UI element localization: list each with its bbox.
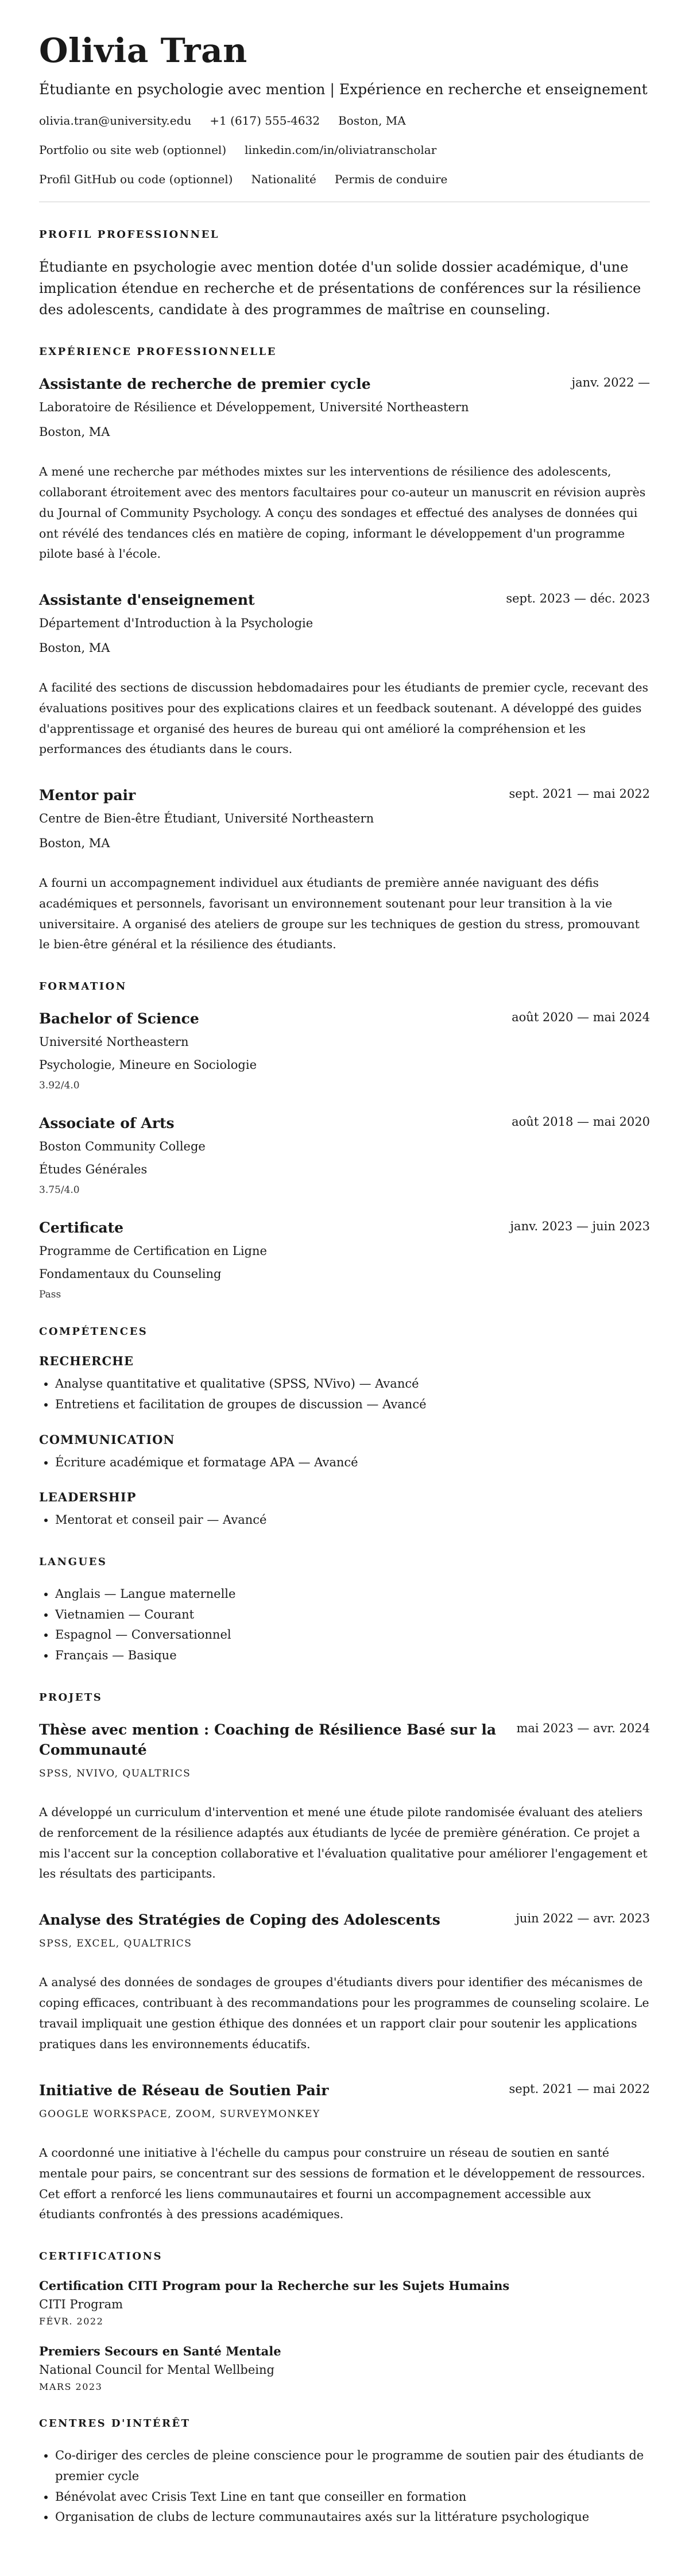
experience-role: Assistante d'enseignement	[39, 592, 255, 609]
certification-entry	[39, 2278, 650, 2327]
certification-date: MARS 2023	[39, 2381, 103, 2393]
education-date: août 2018 — mai 2020	[512, 1115, 650, 1129]
languages-section	[39, 1556, 650, 1666]
project-description: A développé un curriculum d'intervention et mené une étude pilote randomisée évaluant des ateliers de renforcement de la résilience adaptés aux étudiants de lycée de première génération. Ce projet a mis l'accent sur la conception collaborative et l'évaluation qualitative pour améliorer l'engagement et les résultats des participants.	[39, 1805, 648, 1881]
experience-description: A fourni un accompagnement individuel aux étudiants de première année naviguant des défis académiques et personnels, favorisant un environnement soutenant pour leur transition à la vie universitaire. A organisé des ateliers de groupe sur les techniques de gestion du stress, promouvant le bien-être général et la résilience des étudiants.	[39, 875, 640, 952]
contact-row-primary	[39, 114, 650, 128]
skill-item: • Mentorat et conseil pair — Avancé	[55, 1510, 650, 1531]
skill-group	[39, 1354, 650, 1415]
project-name: Initiative de Réseau de Soutien Pair	[39, 2081, 329, 2099]
skill-group-title: COMMUNICATION	[39, 1432, 175, 1447]
project-date: sept. 2021 — mai 2022	[509, 2081, 650, 2096]
certification-issuer: National Council for Mental Wellbeing	[39, 2363, 274, 2377]
certification-name: Premiers Secours en Santé Mentale	[39, 2344, 281, 2359]
certification-name: Certification CITI Program pour la Recherche sur les Sujets Humains	[39, 2278, 510, 2293]
education-date: janv. 2023 — juin 2023	[510, 1219, 650, 1234]
skill-item: • Entretiens et facilitation de groupes de discussion — Avancé	[55, 1395, 650, 1415]
education-grade: 3.92/4.0	[39, 1080, 80, 1092]
experience-description: A mené une recherche par méthodes mixtes sur les interventions de résilience des adolescents, collaborant étroitement avec des mentors facultaires pour co-auteur un manuscrit en révision auprès du Journal of Community Psychology. A conçu des sondages et effectué des analyses de données qui ont révélé des tendances clés en matière de coping, informant le développement d'un programme pilote basé à l'école.	[39, 464, 646, 561]
section-title: FORMATION	[39, 980, 127, 993]
skill-group	[39, 1490, 650, 1531]
section-title: CENTRES D'INTÉRÊT	[39, 2417, 191, 2430]
skill-item: • Analyse quantitative et qualitative (SPSS, NVivo) — Avancé	[55, 1374, 650, 1395]
resume-header	[39, 33, 650, 202]
experience-role: Assistante de recherche de premier cycle	[39, 376, 371, 393]
education-degree: Associate of Arts	[39, 1115, 175, 1132]
education-field: Psychologie, Mineure en Sociologie	[39, 1057, 257, 1072]
project-tech: SPSS, NVIVO, QUALTRICS	[39, 1767, 191, 1779]
experience-entry	[39, 374, 650, 565]
certification-issuer: CITI Program	[39, 2297, 123, 2312]
section-title: EXPÉRIENCE PROFESSIONNELLE	[39, 346, 277, 358]
education-school: Programme de Certification en Ligne	[39, 1244, 267, 1258]
experience-org: Laboratoire de Résilience et Développement, Université Northeastern	[39, 400, 469, 415]
profile-summary: Étudiante en psychologie avec mention dotée d'un solide dossier académique, d'une implication étendue en recherche et de présentations de conférences sur la résilience des adolescents, candidate à des programmes de maîtrise en counseling.	[39, 258, 641, 318]
skill-group-title: RECHERCHE	[39, 1354, 134, 1369]
experience-location: Boston, MA	[39, 640, 110, 655]
education-grade: Pass	[39, 1289, 61, 1301]
language-item: • Anglais — Langue maternelle	[55, 1584, 650, 1605]
contact-portfolio[interactable]: Portfolio ou site web (optionnel)	[39, 142, 227, 157]
experience-entry	[39, 785, 650, 955]
language-item: • Vietnamien — Courant	[55, 1605, 650, 1625]
section-title: PROFIL PROFESSIONNEL	[39, 228, 219, 241]
interest-item: • Organisation de clubs de lecture communautaires axés sur la littérature psychologique	[55, 2507, 650, 2528]
interests-section	[39, 2417, 650, 2528]
project-tech: GOOGLE WORKSPACE, ZOOM, SURVEYMONKEY	[39, 2108, 320, 2120]
certification-entry	[39, 2344, 650, 2392]
section-title: PROJETS	[39, 1691, 103, 1704]
language-item: • Français — Basique	[55, 1646, 650, 1666]
contact-license: Permis de conduire	[334, 172, 448, 186]
contact-email[interactable]: olivia.tran@university.edu	[39, 113, 192, 128]
project-date: juin 2022 — avr. 2023	[516, 1911, 650, 1926]
project-date: mai 2023 — avr. 2024	[516, 1721, 650, 1735]
certification-date: FÉVR. 2022	[39, 2316, 104, 2327]
education-entry	[39, 1113, 650, 1196]
projects-section	[39, 1691, 650, 2226]
experience-org: Centre de Bien-être Étudiant, Université Northeastern	[39, 812, 374, 826]
project-entry	[39, 1720, 650, 1885]
project-description: A coordonné une initiative à l'échelle du campus pour construire un réseau de soutien en santé mentale pour pairs, se concentrant sur des sessions de formation et le développement de ressources. Cet effort a renforcé les liens communautaires et fourni un accompagnement accessible aux étudiants confrontés à des pressions académiques.	[39, 2145, 645, 2222]
project-name: Analyse des Stratégies de Coping des Adolescents	[39, 1911, 440, 1929]
interest-item: • Co-diriger des cercles de pleine conscience pour le programme de soutien pair des étudiants de premier cycle	[55, 2446, 650, 2486]
education-date: août 2020 — mai 2024	[512, 1010, 650, 1025]
profile-section	[39, 229, 650, 321]
contact-nationality: Nationalité	[251, 172, 316, 186]
education-entry	[39, 1009, 650, 1091]
contact-row-extra	[39, 172, 650, 186]
candidate-name: Olivia Tran	[39, 31, 247, 70]
education-field: Études Générales	[39, 1162, 148, 1176]
experience-description: A facilité des sections de discussion hebdomadaires pour les étudiants de premier cycle, recevant des évaluations positives pour des explications claires et un feedback soutenant. A développé des guides d'apprentissage et organisé des heures de bureau qui ont amélioré la compréhension et les performances des étudiants dans le cours.	[39, 680, 649, 756]
skill-item: • Écriture académique et formatage APA — Avancé	[55, 1453, 650, 1473]
section-title: COMPÉTENCES	[39, 1326, 148, 1338]
education-degree: Certificate	[39, 1219, 124, 1237]
section-title: CERTIFICATIONS	[39, 2250, 162, 2263]
experience-org: Département d'Introduction à la Psychologie	[39, 616, 313, 631]
contact-phone[interactable]: +1 (617) 555-4632	[210, 113, 320, 128]
candidate-headline: Étudiante en psychologie avec mention | Expérience en recherche et enseignement	[39, 80, 648, 98]
experience-entry	[39, 590, 650, 760]
project-entry	[39, 2080, 650, 2226]
education-school: Boston Community College	[39, 1140, 206, 1154]
education-entry	[39, 1218, 650, 1300]
education-grade: 3.75/4.0	[39, 1184, 80, 1196]
skill-group-title: LEADERSHIP	[39, 1490, 137, 1505]
education-section	[39, 980, 650, 1300]
project-description: A analysé des données de sondages de groupes d'étudiants divers pour identifier des mécanismes de coping efficaces, contribuant à des recommandations pour les programmes de counseling scolaire. Le travail impliquait une gestion éthique des données et un rapport clair pour soutenir les applications pratiques dans les environnements éducatifs.	[39, 1975, 649, 2051]
experience-role: Mentor pair	[39, 787, 136, 804]
skill-group	[39, 1432, 650, 1473]
contact-linkedin[interactable]: linkedin.com/in/oliviatranscholar	[245, 142, 437, 157]
education-field: Fondamentaux du Counseling	[39, 1266, 222, 1281]
education-degree: Bachelor of Science	[39, 1010, 199, 1028]
education-school: Université Northeastern	[39, 1035, 189, 1049]
experience-location: Boston, MA	[39, 836, 110, 850]
contact-github[interactable]: Profil GitHub ou code (optionnel)	[39, 172, 233, 186]
experience-date: sept. 2023 — déc. 2023	[506, 592, 650, 606]
experience-section	[39, 346, 650, 955]
project-tech: SPSS, EXCEL, QUALTRICS	[39, 1938, 192, 1950]
section-title: LANGUES	[39, 1556, 107, 1569]
contact-location: Boston, MA	[338, 113, 406, 128]
certifications-section	[39, 2250, 650, 2392]
experience-date: janv. 2022 —	[571, 376, 650, 390]
project-name: Thèse avec mention : Coaching de Résilience Basé sur la Communauté	[39, 1721, 497, 1758]
language-item: • Espagnol — Conversationnel	[55, 1625, 650, 1646]
experience-date: sept. 2021 — mai 2022	[509, 787, 650, 801]
skills-section	[39, 1326, 650, 1531]
interest-item: • Bénévolat avec Crisis Text Line en tant que conseiller en formation	[55, 2487, 650, 2508]
project-entry	[39, 1910, 650, 2055]
contact-row-links	[39, 143, 650, 157]
experience-location: Boston, MA	[39, 424, 110, 439]
